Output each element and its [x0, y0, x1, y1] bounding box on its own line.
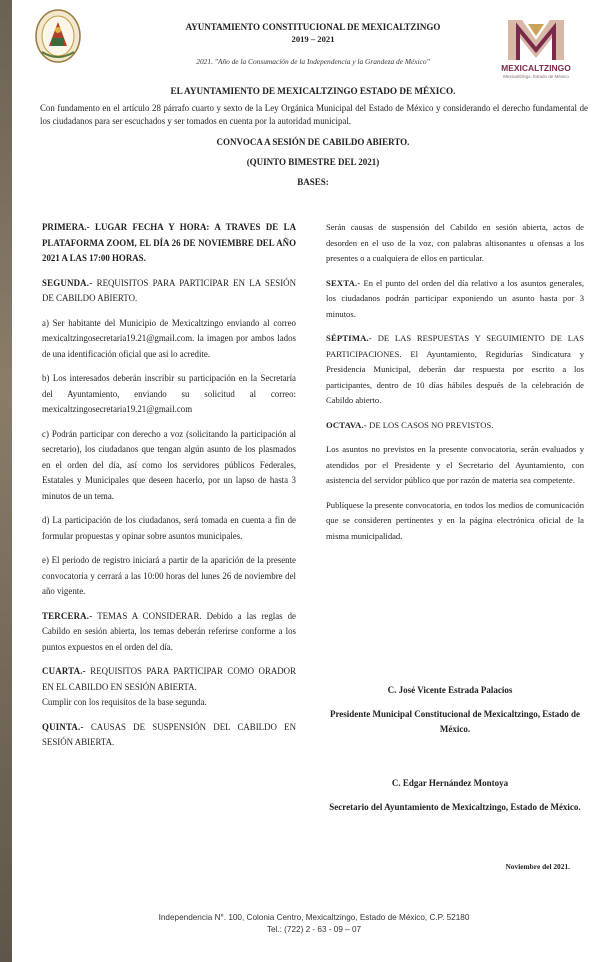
institution-name: AYUNTAMIENTO CONSTITUCIONAL DE MEXICALTZINGO — [185, 22, 441, 32]
right-column — [326, 220, 584, 553]
base-primera — [42, 220, 296, 267]
segunda-item-d: d) La participación de los ciudadanos, será tomada en cuenta a fin de formular propuestas y opinar sobre asuntos municipales. — [42, 515, 296, 541]
segunda-item-e: e) El periodo de registro iniciará a partir de la aparición de la presente convocatoria y cerrará a las 10:00 horas del lunes 26 de noviembre del año vigente. — [42, 555, 296, 596]
suspension-text: Serán causas de suspensión del Cabildo en sesión abierta, actos de desorden en el uso de la voz, con palabras altisonantes u ofensas a los presentes o a cualquiera de ellos en particular. — [326, 222, 584, 263]
document-date: Noviembre del 2021. — [505, 862, 570, 871]
period: 2019 – 2021 — [291, 34, 335, 44]
cuarta-extra: Cumplir con los requisitos de la base segunda. — [42, 697, 207, 707]
tercera-text: TEMAS A CONSIDERAR. Debido a las reglas de Cabildo en sesión abierta, los temas deberán referirse conforme a los puntos expuestos en el orden del día. — [42, 610, 296, 652]
segunda-item-a: a) Ser habitante del Municipio de Mexicaltzingo enviando al correo mexicaltzingosecretaria19.21@gmail.com. la imagen por ambos lados de una identificación oficial que así lo acredite. — [42, 317, 296, 359]
primera-title: PRIMERA.- — [42, 222, 90, 232]
cuarta-title: CUARTA.- — [42, 666, 86, 676]
bimestre-heading: (QUINTO BIMESTRE DEL 2021) — [246, 157, 380, 167]
signature1-title: Presidente Municipal Constitucional de Mexicaltzingo, Estado de México. — [329, 709, 581, 734]
tercera-title: TERCERA.- — [42, 610, 93, 621]
logo-subtext: Mexicaltzingo, Estado de México — [503, 74, 569, 79]
sexta-text: En el punto del orden del día relativo a los asuntos generales, los ciudadanos podrán participar exponiendo un asunto hasta por 3 minutos. — [326, 277, 584, 319]
sexta-title: SEXTA.- — [326, 277, 361, 288]
segunda-item-c: c) Podrán participar con derecho a voz (solicitando la participación al secretario), los ciudadanos que tengan algún asunto de los plasmados en el orden del día, así como los servidores públicos Federales, Estatales y Municipales que deseen hacerlo, por un lapso de hasta 3 minutos de un tema. — [42, 428, 296, 501]
octava-title: OCTAVA.- — [326, 419, 367, 430]
base-segunda — [42, 276, 296, 307]
logo-wordmark: MEXICALTZINGO — [501, 63, 571, 73]
left-edge-stripe — [0, 0, 12, 962]
segunda-text: REQUISITOS PARA PARTICIPAR EN LA SESIÓN DE CABILDO ABIERTO. — [42, 277, 296, 303]
septima-text: DE LAS RESPUESTAS Y SEGUIMIENTO DE LAS PARTICIPACIONES. El Ayuntamiento, Regidurías Sindicatura y Presidencia Municipal, deberán dar respuesta por escrito a los participantes, dentro de 10 días hábiles después de la celebración de Cabildo abierto. — [326, 333, 584, 405]
quinta-title: QUINTA.- — [42, 721, 84, 732]
segunda-item-b: b) Los interesados deberán inscribir su participación en la Secretaría del Ayuntamiento, enviando su solicitud al correo: mexicaltzingosecretaria19.21@gmail.com — [42, 373, 296, 414]
publiquese-text: Publíquese la presente convocatoria, en todos los medios de comunicación que se consideren pertinentes y en la página electrónica oficial de la misma municipalidad. — [326, 499, 584, 541]
primera-text: LUGAR FECHA Y HORA: A TRAVES DE LA PLATAFORMA ZOOM, EL DÍA 26 DE NOVIEMBRE DEL AÑO 2021 A LAS 17:00 HORAS. — [42, 222, 297, 263]
footer-address: Independencia N°. 100, Colonia Centro, Mexicaltzingo, Estado de México, C.P. 52180 — [158, 913, 470, 922]
signature1-name: C. José Vicente Estrada Palacios — [387, 685, 513, 695]
cuarta-text: REQUISITOS PARA PARTICIPAR COMO ORADOR EN EL CABILDO EN SESIÓN ABIERTA. — [42, 666, 297, 692]
footer-phone: Tel.: (722) 2 - 63 - 09 – 07 — [266, 925, 362, 934]
left-column — [42, 220, 296, 760]
septima-title: SÉPTIMA.- — [326, 333, 372, 343]
base-sexta — [326, 276, 584, 323]
signature2-title: Secretario del Ayuntamiento de Mexicaltzingo, Estado de México. — [329, 802, 581, 812]
intro-paragraph: Con fundamento en el artículo 28 párrafo cuarto y sexto de la Ley Orgánica Municipal del Estado de México y considerando el derecho fundamental de los ciudadanos para ser escuchados y ser tomados en cuenta por la autoridad municipal. — [40, 103, 588, 126]
mexicaltzingo-logo-icon — [504, 14, 568, 62]
quinta-text: CAUSAS DE SUSPENSIÓN DEL CABILDO EN SESIÓN ABIERTA. — [42, 721, 296, 747]
base-cuarta — [42, 664, 296, 695]
base-septima — [326, 331, 584, 409]
municipal-emblem-icon — [34, 8, 82, 64]
intro-heading: EL AYUNTAMIENTO DE MEXICALTZINGO ESTADO DE MÉXICO. — [170, 86, 456, 96]
bases-heading: BASES: — [297, 177, 329, 187]
convoca-heading: CONVOCA A SESIÓN DE CABILDO ABIERTO. — [216, 137, 410, 147]
document-page — [20, 0, 608, 962]
segunda-title: SEGUNDA.- — [42, 277, 93, 288]
octava-body: Los asuntos no previstos en la presente convocatoria, serán evaluados y atendidos por el Presidente y el Secretario del Ayuntamiento, con asistencia del servidor público que por razón de materia sea competente. — [326, 444, 584, 485]
signature2-name: C. Edgar Hernández Montoya — [391, 778, 509, 788]
base-quinta — [42, 720, 296, 751]
base-octava — [326, 418, 584, 434]
octava-text: DE LOS CASOS NO PREVISTOS. — [369, 419, 494, 430]
motto: 2021. "Año de la Consumación de la Independencia y la Grandeza de México" — [196, 57, 430, 66]
base-tercera — [42, 609, 296, 656]
